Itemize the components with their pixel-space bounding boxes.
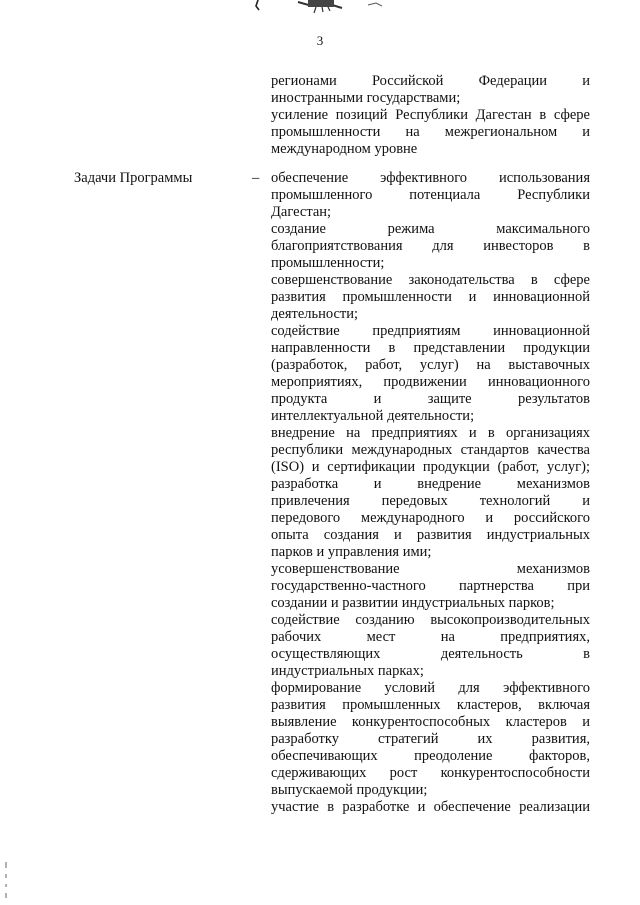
stamp-fragment-icon xyxy=(250,0,400,14)
task-text-line: промышленности; xyxy=(271,255,385,271)
task-text-line: передового международного и российского xyxy=(271,510,590,526)
task-text-line: привлечения передовых технологий и xyxy=(271,493,590,509)
task-text-line: государственно-частного партнерства при xyxy=(271,578,590,594)
task-text-line: совершенствование законодательства в сфере xyxy=(271,272,590,288)
task-text-line: развития промышленных кластеров, включая xyxy=(271,697,590,713)
text-line: промышленности на межрегиональном и xyxy=(271,124,590,140)
task-text-line: обеспечение эффективного использования xyxy=(271,170,590,186)
task-text-line: республики международных стандартов качества xyxy=(271,442,590,458)
task-text-line: индустриальных парках; xyxy=(271,663,424,679)
task-text-line: направленности в представлении продукции xyxy=(271,340,590,356)
task-text-line: рабочих мест на предприятиях, xyxy=(271,629,590,645)
task-text-line: деятельности; xyxy=(271,306,359,322)
task-text-line: благоприятствования для инвесторов в xyxy=(271,238,590,254)
text-line: усиление позиций Республики Дагестан в сфере xyxy=(271,107,590,123)
task-text-line: опыта создания и развития индустриальных xyxy=(271,527,590,543)
task-text-line: внедрение на предприятиях и в организациях xyxy=(271,425,590,441)
task-text-line: Дагестан; xyxy=(271,204,332,220)
task-text-line: разработку стратегий их развития, xyxy=(271,731,590,747)
task-text-line: продукта и защите результатов xyxy=(271,391,590,407)
task-text-line: осуществляющих деятельность в xyxy=(271,646,590,662)
page-number: 3 xyxy=(316,33,324,48)
scan-edge-marks xyxy=(4,862,8,902)
task-text-line: усовершенствование механизмов xyxy=(271,561,590,577)
previous-section-continuation xyxy=(271,73,590,158)
task-text-line: содействие созданию высокопроизводительных xyxy=(271,612,590,628)
task-text-line: (ISO) и сертификации продукции (работ, услуг); xyxy=(271,459,590,475)
task-text-line: формирование условий для эффективного xyxy=(271,680,590,696)
passport-row-label: Задачи Программы xyxy=(74,170,193,186)
task-text-line: участие в разработке и обеспечение реализации xyxy=(271,799,590,815)
task-text-line: мероприятиях, продвижении инновационного xyxy=(271,374,590,390)
program-tasks-text xyxy=(271,170,590,816)
text-line: регионами Российской Федерации и xyxy=(271,73,590,89)
task-text-line: выпускаемой продукции; xyxy=(271,782,428,798)
row-dash: – xyxy=(252,170,260,186)
text-line: иностранными государствами; xyxy=(271,90,461,106)
task-text-line: обеспечивающих преодоление факторов, xyxy=(271,748,590,764)
task-text-line: сдерживающих рост конкурентоспособности xyxy=(271,765,590,781)
text-line: международном уровне xyxy=(271,141,418,157)
task-text-line: выявление конкурентоспособных кластеров и xyxy=(271,714,590,730)
task-text-line: содействие предприятиям инновационной xyxy=(271,323,590,339)
task-text-line: развития промышленности и инновационной xyxy=(271,289,590,305)
task-text-line: разработка и внедрение механизмов xyxy=(271,476,590,492)
task-text-line: (разработок, работ, услуг) на выставочных xyxy=(271,357,590,373)
task-text-line: интеллектуальной деятельности; xyxy=(271,408,475,424)
task-text-line: создание режима максимального xyxy=(271,221,590,237)
task-text-line: промышленного потенциала Республики xyxy=(271,187,590,203)
task-text-line: создании и развитии индустриальных парков; xyxy=(271,595,555,611)
task-text-line: парков и управления ими; xyxy=(271,544,432,560)
